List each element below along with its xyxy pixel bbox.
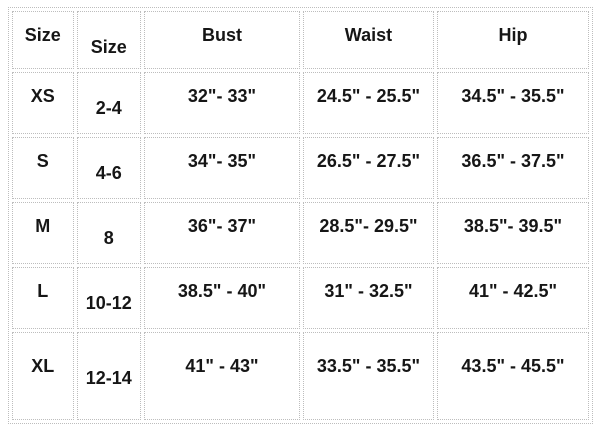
cell-size-numeric: 8 <box>77 202 141 264</box>
table-row-l <box>12 267 589 329</box>
cell-bust: 34"- 35" <box>144 137 300 199</box>
cell-bust: 38.5" - 40" <box>144 267 300 329</box>
header-waist: Waist <box>303 11 434 69</box>
cell-size-letter: XL <box>12 332 74 420</box>
cell-bust: 36"- 37" <box>144 202 300 264</box>
cell-waist: 26.5" - 27.5" <box>303 137 434 199</box>
table-row-xl <box>12 332 589 420</box>
cell-hip: 38.5"- 39.5" <box>437 202 589 264</box>
cell-bust: 41" - 43" <box>144 332 300 420</box>
table-row-m <box>12 202 589 264</box>
cell-size-numeric: 2-4 <box>77 72 141 134</box>
header-size-numeric: Size <box>77 11 141 69</box>
cell-size-numeric: 10-12 <box>77 267 141 329</box>
header-row <box>12 11 589 69</box>
cell-bust: 32"- 33" <box>144 72 300 134</box>
cell-waist: 24.5" - 25.5" <box>303 72 434 134</box>
cell-waist: 31" - 32.5" <box>303 267 434 329</box>
table-row-s <box>12 137 589 199</box>
cell-hip: 43.5" - 45.5" <box>437 332 589 420</box>
header-size-letter: Size <box>12 11 74 69</box>
size-chart-table <box>8 7 593 424</box>
cell-waist: 33.5" - 35.5" <box>303 332 434 420</box>
cell-size-letter: S <box>12 137 74 199</box>
cell-waist: 28.5"- 29.5" <box>303 202 434 264</box>
cell-size-letter: M <box>12 202 74 264</box>
cell-size-letter: L <box>12 267 74 329</box>
header-bust: Bust <box>144 11 300 69</box>
cell-hip: 36.5" - 37.5" <box>437 137 589 199</box>
header-hip: Hip <box>437 11 589 69</box>
cell-size-numeric: 4-6 <box>77 137 141 199</box>
cell-size-letter: XS <box>12 72 74 134</box>
cell-size-numeric: 12-14 <box>77 332 141 420</box>
table-row-xs <box>12 72 589 134</box>
cell-hip: 34.5" - 35.5" <box>437 72 589 134</box>
cell-hip: 41" - 42.5" <box>437 267 589 329</box>
